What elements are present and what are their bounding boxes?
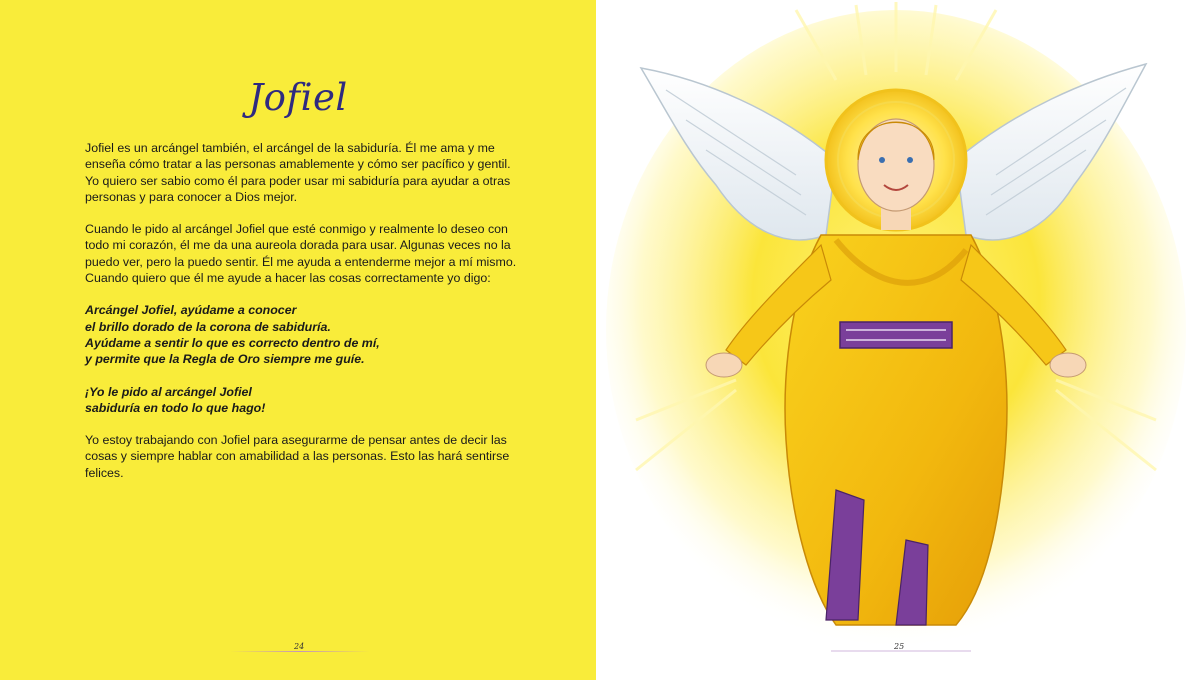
prayer-line: el brillo dorado de la corona de sabiduría. xyxy=(85,319,331,334)
archangel-illustration xyxy=(596,0,1191,680)
page-number-left: 24 xyxy=(294,642,305,651)
prayer-stanza-2 xyxy=(85,384,525,417)
folio-rule-left xyxy=(230,651,370,652)
prayer-line: y permite que la Regla de Oro siempre me guíe. xyxy=(85,352,365,367)
prayer-line: sabiduría en todo lo que hago! xyxy=(85,400,266,415)
page-number-right: 25 xyxy=(894,642,905,651)
page-title: Jofiel xyxy=(248,76,348,119)
paragraph-2: Cuando le pido al arcángel Jofiel que esté conmigo y realmente lo deseo con todo mi corazón, él me da una aureola dorada para usar. Algunas veces no la puedo ver, pero la puedo sentir. Él me ayuda a entenderme mejor a mí mismo. Cuando quiero que él me ayude a hacer las cosas correctamente yo digo: xyxy=(85,222,517,286)
prayer-line: ¡Yo le pido al arcángel Jofiel xyxy=(85,384,252,399)
prayer-line: Arcángel Jofiel, ayúdame a conocer xyxy=(85,303,297,318)
right-hand xyxy=(1050,353,1086,377)
paragraph-1: Jofiel es un arcángel también, el arcángel de la sabiduría. Él me ama y me enseña cómo tratar a las personas amablemente y cómo ser pacífico y gentil. Yo quiero ser sabio como él para poder usar mi sabiduría para ayudar a otras personas y para conocer a Dios mejor. xyxy=(85,141,511,204)
paragraph-3: Yo estoy trabajando con Jofiel para asegurarme de pensar antes de decir las cosas y siempre hablar con amabilidad a las personas. Esto las hará sentirse felices. xyxy=(85,433,510,480)
purple-belt xyxy=(840,322,952,348)
left-hand xyxy=(706,353,742,377)
right-page xyxy=(596,0,1191,680)
prayer-stanza-1 xyxy=(85,302,525,367)
prayer-line: Ayúdame a sentir lo que es correcto dentro de mí, xyxy=(85,335,380,350)
body-text xyxy=(85,140,525,497)
